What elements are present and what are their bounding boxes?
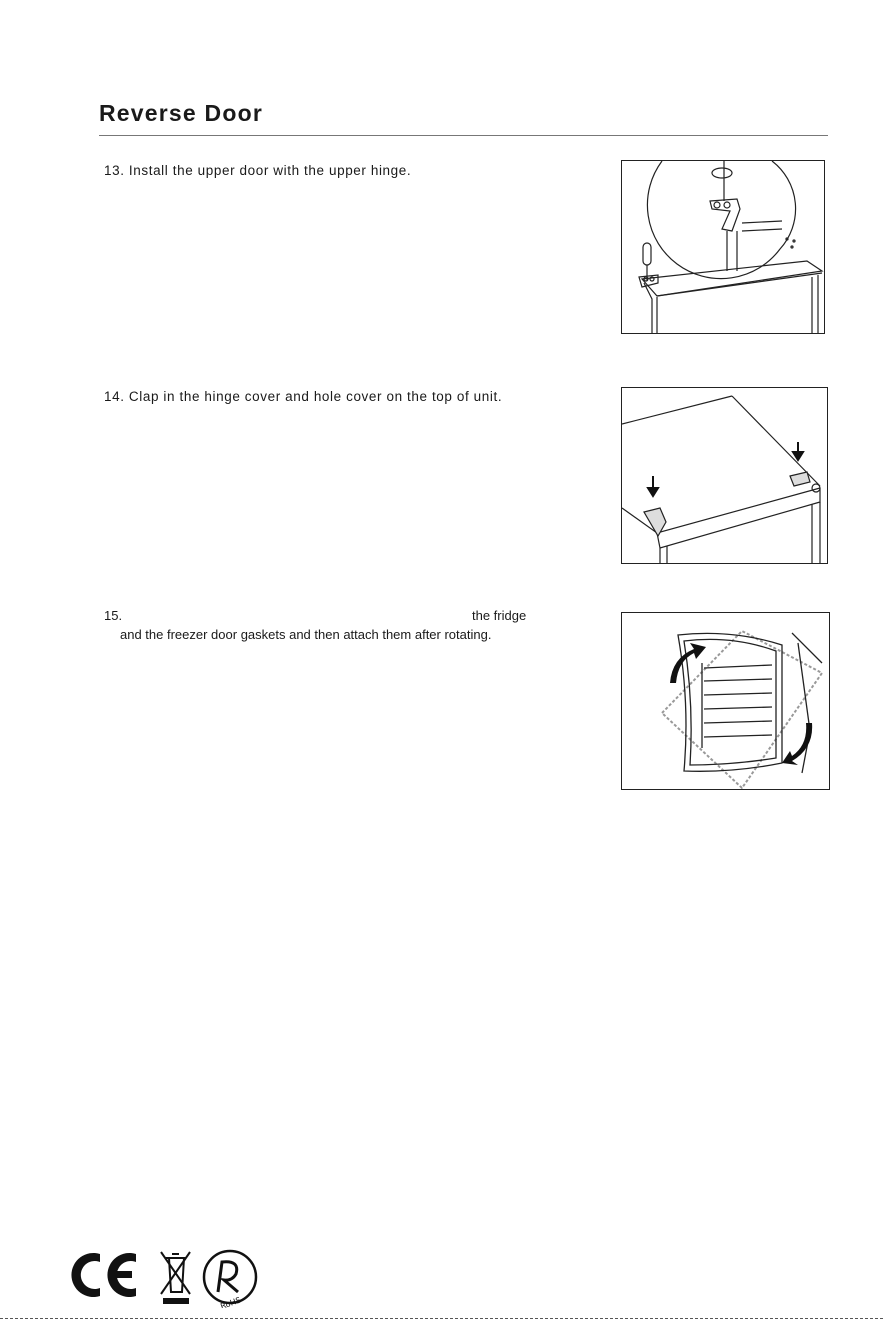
step-13-text: 13. Install the upper door with the upper hinge. [104, 163, 412, 178]
weee-bin-icon [161, 1252, 190, 1304]
step-13-figure [621, 160, 825, 334]
svg-text:RoHS: RoHS [219, 1295, 243, 1308]
ce-mark-icon [71, 1253, 136, 1297]
page-title: Reverse Door [99, 100, 263, 126]
page-bottom-edge [0, 1318, 883, 1319]
door-gasket-rotate-illustration [622, 613, 829, 789]
certification-marks [70, 1248, 270, 1313]
step-15-figure [621, 612, 830, 790]
rohs-mark-icon [204, 1251, 256, 1308]
step-15-line2: and the freezer door gaskets and then attach them after rotating. [120, 627, 492, 642]
hinge-cover-install-illustration [622, 388, 827, 563]
step-14-figure [621, 387, 828, 564]
upper-hinge-install-illustration [622, 161, 824, 333]
title-divider [99, 135, 828, 136]
step-14-text: 14. Clap in the hinge cover and hole cover on the top of unit. [104, 389, 503, 404]
step-15-line1 [104, 608, 527, 623]
step-15-text-tail: the fridge [472, 608, 527, 623]
step-15-number: 15. [104, 608, 123, 623]
